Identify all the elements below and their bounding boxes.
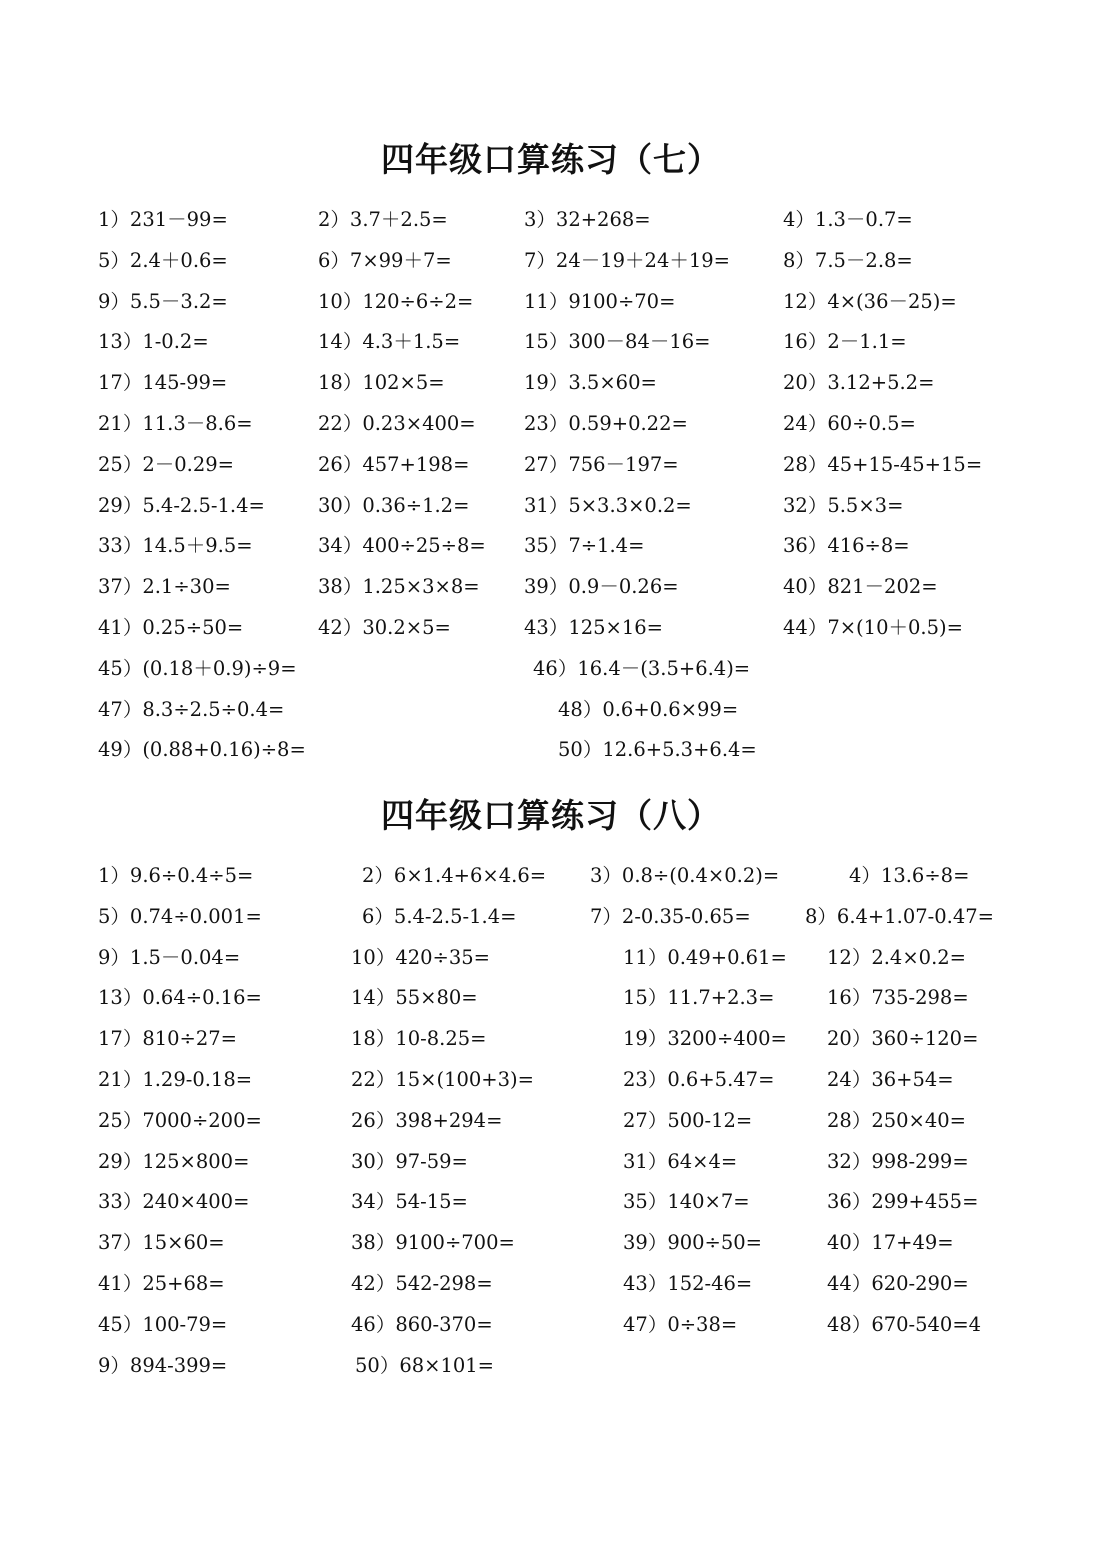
problem-row [0,412,1102,452]
problem-item: 39）900÷50= [623,1231,763,1255]
problem-row [0,616,1102,656]
problem-item: 30）97-59= [351,1149,468,1173]
problem-item: 48）670-540=4 [827,1312,982,1336]
problem-item: 43）125×16= [524,616,664,639]
problem-item: 25）7000÷200= [98,1108,262,1132]
problem-item: 40）17+49= [827,1231,954,1255]
problem-item: 49）(0.88+0.16)÷8= [98,738,306,762]
problem-item: 42）542-298= [351,1272,493,1295]
problem-item: 7）2-0.35-0.65= [590,904,751,928]
problem-item: 6）5.4-2.5-1.4= [362,904,517,928]
problem-row [0,657,1102,697]
problem-item: 17）145-99= [98,371,228,395]
problem-row [0,453,1102,493]
problem-row [0,1313,1102,1353]
problem-item: 3）32+268= [524,208,651,231]
problem-item: 22）15×(100+3)= [351,1068,534,1091]
problem-item: 2）3.7＋2.5= [318,208,448,231]
problem-item: 36）416÷8= [783,534,910,558]
problem-row [0,946,1102,986]
problem-item: 23）0.6+5.47= [623,1068,775,1091]
problem-item: 17）810÷27= [98,1027,238,1051]
problem-item: 4）1.3－0.7= [783,208,913,231]
problem-item: 45）100-79= [98,1312,228,1336]
section2-title: 四年级口算练习（八） [381,796,721,835]
problem-item: 9）894-399= [98,1353,228,1377]
problem-row [0,986,1102,1026]
problem-item: 38）1.25×3×8= [318,575,480,599]
problem-item: 1）231－99= [98,208,228,231]
problem-item: 13）0.64÷0.16= [98,986,262,1010]
problem-item: 48）0.6+0.6×99= [558,697,739,721]
problem-item: 19）3.5×60= [524,371,657,395]
problem-item: 11）9100÷70= [524,289,676,313]
problem-item: 44）7×(10＋0.5)= [783,616,963,639]
problem-item: 26）457+198= [318,452,470,476]
problem-item: 2）6×1.4+6×4.6= [362,864,547,887]
problem-item: 40）821－202= [783,575,938,599]
problem-item: 20）3.12+5.2= [783,371,935,395]
problem-item: 41）25+68= [98,1272,225,1295]
problem-row [0,494,1102,534]
problem-item: 31）64×4= [623,1149,738,1173]
problem-item: 15）300－84－16= [524,330,711,354]
problem-item: 28）45+15-45+15= [783,452,983,476]
problem-item: 36）299+455= [827,1190,979,1214]
problem-row [0,249,1102,289]
problem-item: 8）6.4+1.07-0.47= [805,904,995,928]
problem-item: 44）620-290= [827,1272,969,1295]
problem-item: 5）2.4＋0.6= [98,248,228,272]
problem-item: 12）4×(36－25)= [783,289,957,313]
problem-item: 20）360÷120= [827,1027,979,1051]
problem-item: 39）0.9－0.26= [524,575,679,599]
problem-item: 19）3200÷400= [623,1027,787,1051]
problem-item: 37）2.1÷30= [98,575,231,599]
problem-item: 21）11.3－8.6= [98,412,253,435]
problem-item: 18）10-8.25= [351,1027,487,1051]
problem-item: 9）5.5－3.2= [98,289,228,313]
problem-item: 27）756－197= [524,452,679,476]
problem-item: 16）735-298= [827,986,969,1010]
problem-row [0,1190,1102,1230]
problem-item: 45）(0.18＋0.9)÷9= [98,656,297,680]
problem-item: 1）9.6÷0.4÷5= [98,864,254,887]
problem-item: 15）11.7+2.3= [623,986,775,1010]
problem-row [0,534,1102,574]
section1-title: 四年级口算练习（七） [381,140,721,179]
problem-item: 7）24－19＋24＋19= [524,248,730,272]
problem-item: 27）500-12= [623,1108,753,1132]
problem-item: 47）8.3÷2.5÷0.4= [98,697,285,721]
problem-row [0,290,1102,330]
problem-item: 29）5.4-2.5-1.4= [98,493,265,517]
problem-item: 37）15×60= [98,1231,225,1255]
problem-item: 32）998-299= [827,1149,969,1173]
problem-item: 23）0.59+0.22= [524,412,688,435]
problem-row [0,330,1102,370]
problem-item: 46）860-370= [351,1312,493,1336]
problem-item: 38）9100÷700= [351,1231,515,1255]
problem-row [0,1272,1102,1312]
problem-item: 25）2－0.29= [98,452,234,476]
problem-item: 10）120÷6÷2= [318,289,474,313]
problem-item: 14）55×80= [351,986,478,1010]
problem-item: 46）16.4－(3.5+6.4)= [533,656,751,680]
problem-item: 50）68×101= [355,1353,495,1377]
problem-item: 34）400÷25÷8= [318,534,486,558]
problem-item: 26）398+294= [351,1108,503,1132]
problem-item: 11）0.49+0.61= [623,945,787,969]
problem-item: 35）7÷1.4= [524,534,645,558]
problem-item: 33）240×400= [98,1190,250,1214]
problem-row [0,1109,1102,1149]
problem-item: 29）125×800= [98,1149,250,1173]
problem-row [0,698,1102,738]
problem-row [0,905,1102,945]
problem-row [0,1027,1102,1067]
problem-item: 35）140×7= [623,1190,750,1214]
problem-item: 32）5.5×3= [783,493,904,517]
problem-item: 30）0.36÷1.2= [318,493,470,517]
problem-item: 21）1.29-0.18= [98,1068,253,1091]
problem-row [0,1068,1102,1108]
problem-item: 41）0.25÷50= [98,616,244,639]
problem-item: 6）7×99＋7= [318,248,452,272]
problem-item: 43）152-46= [623,1272,753,1295]
problem-item: 13）1-0.2= [98,330,209,354]
problem-row [0,1354,1102,1394]
problem-item: 33）14.5＋9.5= [98,534,253,558]
problem-item: 9）1.5－0.04= [98,945,241,969]
problem-item: 24）60÷0.5= [783,412,916,435]
problem-item: 14）4.3＋1.5= [318,330,461,354]
problem-item: 16）2－1.1= [783,330,907,354]
problem-item: 31）5×3.3×0.2= [524,493,692,517]
problem-row [0,738,1102,778]
problem-row [0,208,1102,248]
problem-item: 28）250×40= [827,1108,967,1132]
problem-row [0,575,1102,615]
problem-row [0,1150,1102,1190]
problem-item: 24）36+54= [827,1068,954,1091]
problem-item: 12）2.4×0.2= [827,945,967,969]
problem-row [0,1231,1102,1271]
problem-item: 50）12.6+5.3+6.4= [558,738,757,762]
problem-item: 34）54-15= [351,1190,468,1214]
problem-row [0,864,1102,904]
problem-item: 22）0.23×400= [318,412,476,435]
problem-item: 3）0.8÷(0.4×0.2)= [590,864,780,887]
problem-row [0,371,1102,411]
problem-item: 47）0÷38= [623,1312,738,1336]
problem-item: 10）420÷35= [351,945,491,969]
problem-item: 8）7.5－2.8= [783,248,913,272]
problem-item: 4）13.6÷8= [849,864,970,887]
problem-item: 18）102×5= [318,371,445,395]
problem-item: 5）0.74÷0.001= [98,904,262,928]
problem-item: 42）30.2×5= [318,616,451,639]
